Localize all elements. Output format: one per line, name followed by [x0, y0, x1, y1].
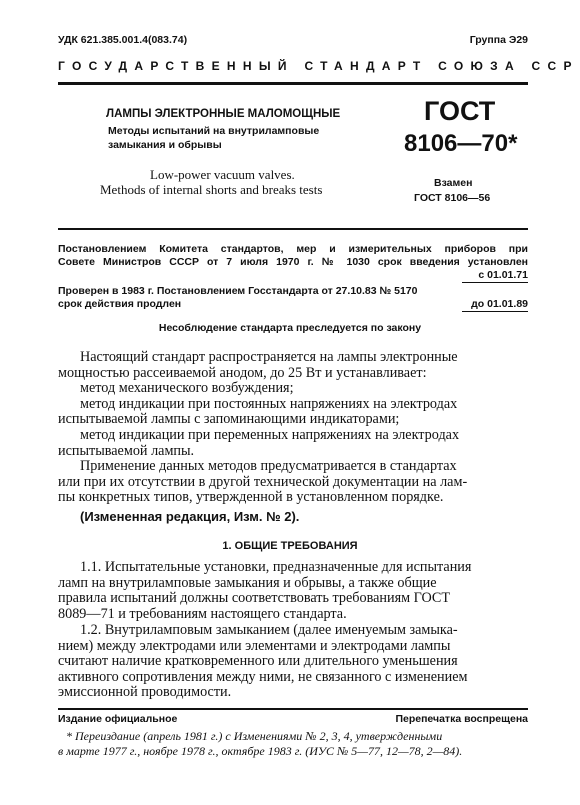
- intro-paragraph: [58, 350, 528, 506]
- clause-line: 1.1. Испытательные установки, предназначенные для испытания: [80, 559, 472, 575]
- clause-line: считают наличие кратковременного или длительного уменьшения: [58, 653, 458, 670]
- intro-line: метод индикации при переменных напряжениях на электродах: [80, 426, 460, 443]
- intro-line: испытываемой лампы с запоминающими индикаторами;: [58, 411, 400, 428]
- reissue-note-line1: * Переиздание (апрель 1981 г.) с Изменениями № 2, 3, 4, утвержденными: [66, 729, 443, 743]
- replaces-standard: ГОСТ 8106—56: [414, 192, 491, 204]
- date-underline-1: [462, 282, 528, 283]
- clause-1-1: [58, 560, 528, 622]
- date-underline-2: [462, 311, 528, 312]
- reissue-note-line2: в марте 1977 г., ноябре 1978 г., октябре 1983 г. (ИУС № 5—77, 12—78, 2—84).: [58, 744, 463, 758]
- footer-rule: [58, 708, 528, 710]
- clause-line: 1.2. Внутриламповым замыканием (далее именуемым замыка-: [80, 622, 458, 638]
- intro-line: метод механического возбуждения;: [80, 380, 294, 397]
- law-notice: Несоблюдение стандарта преследуется по закону: [158, 322, 422, 334]
- decree-line1: Постановлением Комитета стандартов, мер и измерительных приборов при: [58, 243, 528, 255]
- gost-label: ГОСТ: [424, 96, 496, 126]
- intro-line: пы конкретных типов, утвержденной в установленном порядке.: [58, 489, 444, 506]
- official-edition-label: Издание официальное: [58, 713, 178, 725]
- document-title-ru: ЛАМПЫ ЭЛЕКТРОННЫЕ МАЛОМОЩНЫЕ: [106, 108, 341, 120]
- state-standard-banner: ГОСУДАРСТВЕННЫЙ СТАНДАРТ СОЮЗА ССР: [58, 59, 579, 73]
- clause-line: 8089—71 и требованиям настоящего стандарта.: [58, 605, 347, 622]
- clause-1-2: [58, 623, 528, 701]
- clause-line: активного сопротивления между ними, не связанного с изменением: [58, 668, 468, 685]
- intro-line: Применение данных методов предусматривается в стандартах: [80, 458, 457, 475]
- udk-code: УДК 621.385.001.4(083.74): [58, 34, 188, 46]
- replaces-label: Взамен: [434, 177, 473, 189]
- intro-line: мощностью рассеиваемой анодом, до 25 Вт и устанавливает:: [58, 364, 427, 381]
- amended-edition-note: (Измененная редакция, Изм. № 2).: [80, 509, 300, 524]
- check-line1: Проверен в 1983 г. Постановлением Госстандарта от 27.10.83 № 5170: [58, 285, 418, 297]
- group-code: Группа Э29: [469, 34, 528, 46]
- reprint-prohibited-label: Перепечатка воспрещена: [395, 713, 528, 725]
- document-subtitle-ru-line1: Методы испытаний на внутриламповые: [108, 125, 320, 137]
- introduction-date: с 01.01.71: [478, 269, 528, 281]
- document-title-en-line2: Methods of internal shorts and breaks tests: [100, 182, 323, 197]
- intro-line: или при их отсутствии в другой технической документации на лам-: [58, 473, 468, 490]
- section-heading: 1. ОБЩИЕ ТРЕБОВАНИЯ: [222, 540, 358, 552]
- title-block-rule: [58, 228, 528, 230]
- document-title-en-line1: Low-power vacuum valves.: [150, 167, 295, 182]
- clause-line: ламп на внутриламповые замыкания и обрывы, а также общие: [58, 574, 437, 591]
- document-subtitle-ru-line2: замыкания и обрывы: [108, 139, 222, 151]
- clause-line: нием) между электродами или элементами и электродами лампы: [58, 637, 451, 654]
- check-line2: срок действия продлен: [58, 298, 182, 310]
- clause-line: эмиссионной проводимости.: [58, 684, 232, 701]
- decree-line2: Совете Министров СССР от 7 июля 1970 г. № 1030 срок введения установлен: [58, 256, 528, 268]
- intro-line: метод индикации при постоянных напряжениях на электродах: [80, 395, 458, 412]
- validity-date: до 01.01.89: [471, 298, 528, 310]
- intro-line: испытываемой лампы.: [58, 442, 195, 459]
- clause-line: правила испытаний должны соответствовать требованиям ГОСТ: [58, 590, 451, 607]
- gost-number: 8106—70*: [404, 130, 518, 157]
- intro-line: Настоящий стандарт распространяется на лампы электронные: [80, 349, 458, 365]
- banner-rule: [58, 82, 528, 85]
